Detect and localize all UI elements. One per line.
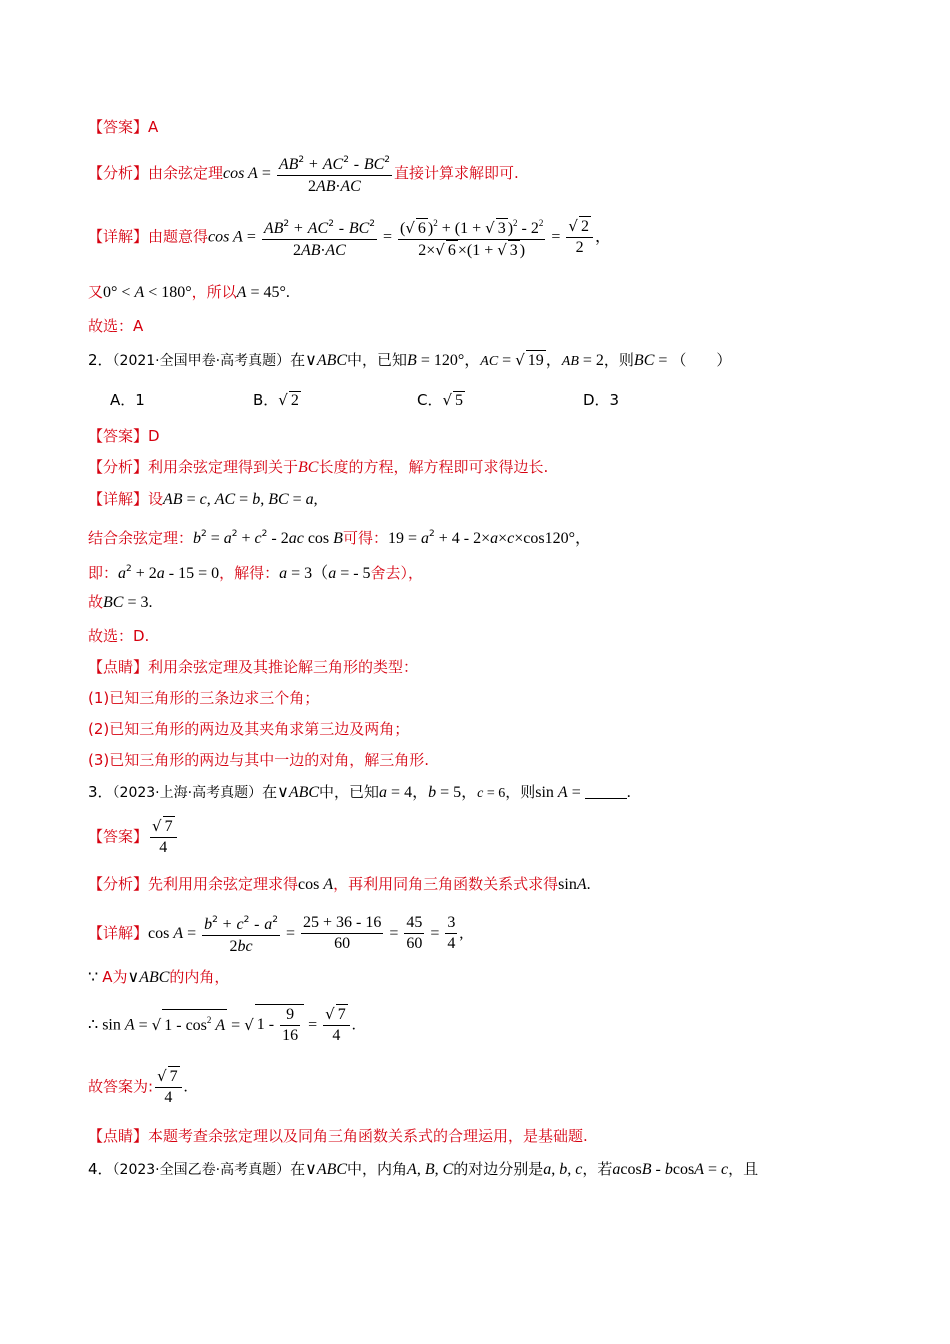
tip-2-item-3: (3)已知三角形的两边与其中一边的对角，解三角形. — [88, 751, 430, 769]
tip-2-item-2: (2)已知三角形的两边及其夹角求第三边及两角； — [88, 720, 410, 738]
question-2: 2．（2021·全国甲卷·高考真题）在∨ABC中，已知B = 120°，AC = √ 19 ，AB = 2，则BC = （ ） — [88, 351, 732, 369]
analysis-3: 【分析】先利用用余弦定理求得cos A，再利用同角三角函数关系式求得sinA. — [88, 875, 591, 893]
equation-line: 即：$a^2 + 2a - 15 = 0$，解得：a = 3（a = - 5舍去）， — [88, 564, 424, 582]
detail-1: 【详解】由题意得cos A = $\frac{AB^2 + AC^2 - BC^2}{2AB\cdot AC}$ = $\frac{(√ 6 )^2 + (1 + √ 3 )^2 - 2^2}{2\times√ 6 \times(1 + √ 3 )}$ = $\frac{√ 2}{2}$ ， — [88, 213, 611, 261]
question-4: 4．（2023·全国乙卷·高考真题）在∨ABC中，内角A, B, C的对边分别是a, b, c，若acosB - bcosA = c，且 — [88, 1160, 759, 1178]
option-b: B．√ 2 — [253, 391, 299, 409]
tip-2-title: 【点睛】利用余弦定理及其推论解三角形的类型： — [88, 658, 419, 676]
law-of-cosines-line: 结合余弦定理：$b^2 = a^2 + c^2 - 2ac$ cos B可得：$19 = a^2 + 4 - 2\times a\times c\times\cos 120^\circ$， — [88, 529, 591, 547]
option-c: C．√ 5 — [417, 391, 464, 409]
tip-3: 【点睛】本题考查余弦定理以及同角三角函数关系式的合理运用，是基础题. — [88, 1127, 588, 1145]
analysis-2: 【分析】利用余弦定理得到关于BC长度的方程，解方程即可求得边长. — [88, 458, 549, 476]
choice-1: 故选：A — [88, 317, 144, 335]
note-1: 又0° < A < 180°，所以A = 45°. — [88, 283, 290, 301]
answer-2: 【答案】D — [88, 427, 160, 445]
tip-2-item-1: (1)已知三角形的三条边求三个角； — [88, 689, 320, 707]
because-line: ∵ A为∨ABC的内角， — [88, 968, 230, 986]
choice-2: 故选：D. — [88, 627, 150, 645]
answer-1: 【答案】A — [88, 118, 159, 136]
analysis-1: 【分析】由余弦定理cos A = $\frac{AB^2 + AC^2 - BC^2}{2AB\cdot AC}$ 直接计算求解即可. — [88, 150, 519, 197]
detail-3: 【详解】cos A = $\frac{b^2 + c^2 - a^2}{2bc}$ = $\frac{25 + 36 - 16}{60}$ = $\frac{45}{60}$ = $\frac{3}{4}$ , — [88, 910, 463, 957]
answer-3: 【答案】 $\frac{√ 7}{4}$ — [88, 816, 179, 858]
detail-2: 【详解】设AB = c, AC = b, BC = a, — [88, 490, 318, 508]
sin-computation: ∴ sin A = √ $1 - \cos^2 A$ = √ 1 - $\frac{9}{16}$ = $\frac{√ 7}{4}$ . — [88, 1005, 356, 1045]
final-answer-3: 故答案为: $\frac{√ 7}{4}$ . — [88, 1067, 188, 1106]
result-line: 故BC = 3. — [88, 593, 153, 611]
question-3: 3．（2023·上海·高考真题）在∨ABC中，已知a = 4，b = 5，c = 6，则sin A = . — [88, 783, 631, 801]
answer-blank — [585, 782, 627, 799]
option-a: A．1 — [110, 391, 145, 409]
option-d: D．3 — [583, 391, 620, 409]
